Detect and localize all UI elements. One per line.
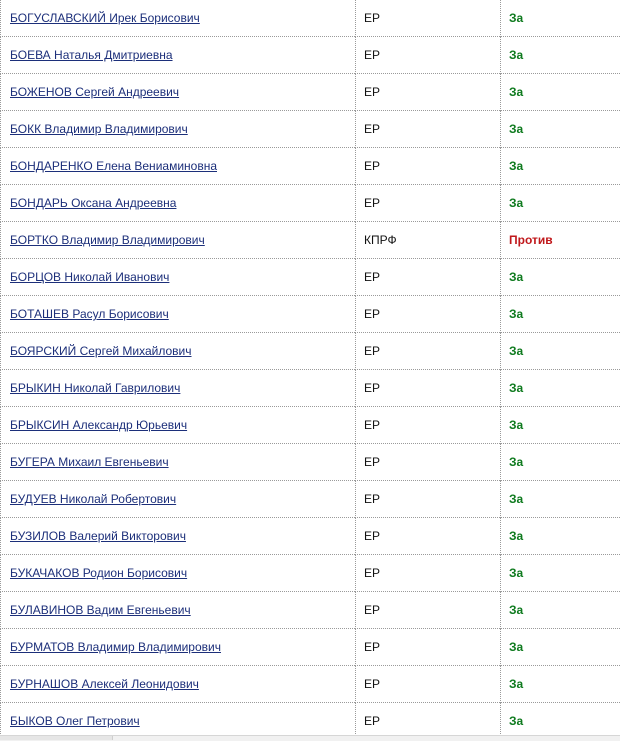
party-label: ЕР bbox=[364, 418, 381, 432]
deputy-name-link[interactable]: БУЗИЛОВ Валерий Викторович bbox=[10, 529, 186, 543]
deputy-name-link[interactable]: БОТАШЕВ Расул Борисович bbox=[10, 307, 169, 321]
vote-cell bbox=[500, 481, 620, 518]
party-label: ЕР bbox=[364, 270, 381, 284]
table-row bbox=[0, 333, 620, 370]
party-cell bbox=[355, 74, 500, 111]
party-cell bbox=[355, 148, 500, 185]
vote-cell bbox=[500, 407, 620, 444]
party-cell bbox=[355, 222, 500, 259]
vote-for-label: За bbox=[509, 640, 524, 654]
table-row bbox=[0, 0, 620, 37]
party-label: ЕР bbox=[364, 159, 381, 173]
party-cell bbox=[355, 37, 500, 74]
vote-cell bbox=[500, 555, 620, 592]
party-cell bbox=[355, 592, 500, 629]
name-cell bbox=[0, 555, 355, 592]
vote-cell bbox=[500, 74, 620, 111]
table-row bbox=[0, 629, 620, 666]
vote-for-label: За bbox=[509, 159, 524, 173]
vote-cell bbox=[500, 592, 620, 629]
vote-for-label: За bbox=[509, 307, 524, 321]
vote-for-label: За bbox=[509, 418, 524, 432]
table-row bbox=[0, 518, 620, 555]
deputy-name-link[interactable]: БОРЦОВ Николай Иванович bbox=[10, 270, 170, 284]
party-cell bbox=[355, 370, 500, 407]
table-row bbox=[0, 111, 620, 148]
vote-cell bbox=[500, 370, 620, 407]
party-label: ЕР bbox=[364, 122, 381, 136]
deputy-name-link[interactable]: БОКК Владимир Владимирович bbox=[10, 122, 188, 136]
party-cell bbox=[355, 518, 500, 555]
vote-for-label: За bbox=[509, 492, 524, 506]
name-cell bbox=[0, 444, 355, 481]
name-cell bbox=[0, 0, 355, 37]
table-row bbox=[0, 74, 620, 111]
table-row bbox=[0, 148, 620, 185]
vote-for-label: За bbox=[509, 529, 524, 543]
table-row bbox=[0, 222, 620, 259]
deputy-name-link[interactable]: БУДУЕВ Николай Робертович bbox=[10, 492, 177, 506]
name-cell bbox=[0, 74, 355, 111]
party-cell bbox=[355, 407, 500, 444]
name-cell bbox=[0, 37, 355, 74]
party-label: ЕР bbox=[364, 196, 381, 210]
table-row bbox=[0, 37, 620, 74]
name-cell bbox=[0, 629, 355, 666]
deputy-name-link[interactable]: БОНДАРЕНКО Елена Вениаминовна bbox=[10, 159, 217, 173]
vote-for-label: За bbox=[509, 566, 524, 580]
name-cell bbox=[0, 148, 355, 185]
party-label: ЕР bbox=[364, 48, 381, 62]
vote-for-label: За bbox=[509, 270, 524, 284]
vote-cell bbox=[500, 629, 620, 666]
party-label: ЕР bbox=[364, 566, 381, 580]
vote-cell bbox=[500, 222, 620, 259]
deputy-name-link[interactable]: БРЫКИН Николай Гаврилович bbox=[10, 381, 181, 395]
deputy-name-link[interactable]: БОНДАРЬ Оксана Андреевна bbox=[10, 196, 177, 210]
vote-for-label: За bbox=[509, 122, 524, 136]
table-row bbox=[0, 185, 620, 222]
table-row bbox=[0, 555, 620, 592]
name-cell bbox=[0, 185, 355, 222]
party-cell bbox=[355, 296, 500, 333]
vote-cell bbox=[500, 0, 620, 37]
party-label: ЕР bbox=[364, 344, 381, 358]
vote-cell bbox=[500, 518, 620, 555]
name-cell bbox=[0, 518, 355, 555]
vote-cell bbox=[500, 444, 620, 481]
vote-cell bbox=[500, 37, 620, 74]
party-label: ЕР bbox=[364, 492, 381, 506]
deputy-name-link[interactable]: БУЛАВИНОВ Вадим Евгеньевич bbox=[10, 603, 191, 617]
party-cell bbox=[355, 629, 500, 666]
party-label: ЕР bbox=[364, 455, 381, 469]
party-label: ЕР bbox=[364, 11, 381, 25]
deputy-name-link[interactable]: БОЯРСКИЙ Сергей Михайлович bbox=[10, 344, 192, 358]
deputy-name-link[interactable]: БУРНАШОВ Алексей Леонидович bbox=[10, 677, 199, 691]
party-cell bbox=[355, 481, 500, 518]
table-row bbox=[0, 666, 620, 703]
table-row bbox=[0, 296, 620, 333]
party-label: ЕР bbox=[364, 714, 381, 728]
party-label: ЕР bbox=[364, 85, 381, 99]
party-label: ЕР bbox=[364, 381, 381, 395]
party-label: ЕР bbox=[364, 307, 381, 321]
name-cell bbox=[0, 481, 355, 518]
party-cell bbox=[355, 333, 500, 370]
party-cell bbox=[355, 259, 500, 296]
party-cell bbox=[355, 666, 500, 703]
party-label: ЕР bbox=[364, 640, 381, 654]
vote-cell bbox=[500, 333, 620, 370]
vote-for-label: За bbox=[509, 381, 524, 395]
deputy-name-link[interactable]: БЫКОВ Олег Петрович bbox=[10, 714, 140, 728]
table-row bbox=[0, 370, 620, 407]
name-cell bbox=[0, 259, 355, 296]
vote-cell bbox=[500, 185, 620, 222]
party-label: ЕР bbox=[364, 677, 381, 691]
vote-for-label: За bbox=[509, 677, 524, 691]
name-cell bbox=[0, 111, 355, 148]
vote-for-label: За bbox=[509, 455, 524, 469]
party-label: ЕР bbox=[364, 529, 381, 543]
name-cell bbox=[0, 666, 355, 703]
deputy-name-link[interactable]: БОЕВА Наталья Дмитриевна bbox=[10, 48, 173, 62]
vote-for-label: За bbox=[509, 85, 524, 99]
scrollbar-thumb[interactable] bbox=[0, 736, 113, 740]
vote-for-label: За bbox=[509, 714, 524, 728]
horizontal-scrollbar[interactable] bbox=[0, 735, 620, 741]
deputy-name-link[interactable]: БОГУСЛАВСКИЙ Ирек Борисович bbox=[10, 11, 200, 25]
party-label: ЕР bbox=[364, 603, 381, 617]
table-row bbox=[0, 444, 620, 481]
party-cell bbox=[355, 0, 500, 37]
vote-for-label: За bbox=[509, 196, 524, 210]
vote-cell bbox=[500, 666, 620, 703]
deputy-name-link[interactable]: БОЖЕНОВ Сергей Андреевич bbox=[10, 85, 180, 99]
party-cell bbox=[355, 555, 500, 592]
deputy-name-link[interactable]: БОРТКО Владимир Владимирович bbox=[10, 233, 205, 247]
name-cell bbox=[0, 296, 355, 333]
vote-for-label: За bbox=[509, 344, 524, 358]
vote-for-label: За bbox=[509, 11, 524, 25]
vote-cell bbox=[500, 296, 620, 333]
name-cell bbox=[0, 370, 355, 407]
table-row bbox=[0, 407, 620, 444]
vote-against-label: Против bbox=[509, 233, 553, 247]
table-row bbox=[0, 592, 620, 629]
vote-cell bbox=[500, 259, 620, 296]
deputy-name-link[interactable]: БУРМАТОВ Владимир Владимирович bbox=[10, 640, 221, 654]
name-cell bbox=[0, 592, 355, 629]
vote-for-label: За bbox=[509, 48, 524, 62]
deputy-name-link[interactable]: БУКАЧАКОВ Родион Борисович bbox=[10, 566, 188, 580]
deputy-name-link[interactable]: БУГЕРА Михаил Евгеньевич bbox=[10, 455, 169, 469]
vote-cell bbox=[500, 148, 620, 185]
deputy-name-link[interactable]: БРЫКСИН Александр Юрьевич bbox=[10, 418, 188, 432]
vote-for-label: За bbox=[509, 603, 524, 617]
party-label: КПРФ bbox=[364, 233, 397, 247]
name-cell bbox=[0, 333, 355, 370]
party-cell bbox=[355, 111, 500, 148]
name-cell bbox=[0, 222, 355, 259]
party-cell bbox=[355, 444, 500, 481]
name-cell bbox=[0, 407, 355, 444]
vote-cell bbox=[500, 111, 620, 148]
table-row bbox=[0, 259, 620, 296]
table-row bbox=[0, 481, 620, 518]
party-cell bbox=[355, 185, 500, 222]
